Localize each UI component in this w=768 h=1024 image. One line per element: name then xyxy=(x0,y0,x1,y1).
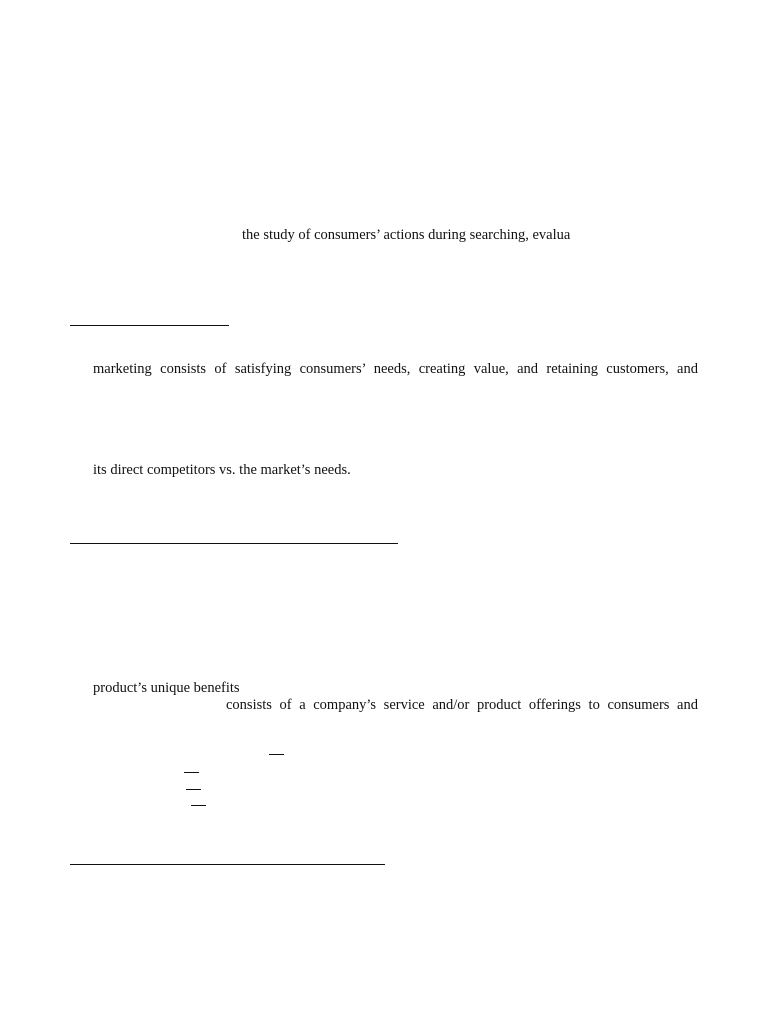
marketing-text-line: marketing consists of satisfying consumers’ needs, creating value, and retaining customers, and xyxy=(93,361,698,377)
blank-marker-2 xyxy=(184,772,199,773)
section-divider-3 xyxy=(70,864,385,865)
blank-marker-1 xyxy=(269,754,284,755)
blank-marker-4 xyxy=(191,805,206,806)
section-divider-1 xyxy=(70,325,229,326)
competitors-text-line: its direct competitors vs. the market’s needs. xyxy=(93,462,351,478)
definition-text-line: the study of consumers’ actions during searching, evalua xyxy=(242,227,571,243)
blank-marker-3 xyxy=(186,789,201,790)
section-divider-2 xyxy=(70,543,398,544)
offerings-text-line: consists of a company’s service and/or product offerings to consumers and xyxy=(226,697,698,713)
product-benefits-text-line: product’s unique benefits xyxy=(93,680,240,696)
